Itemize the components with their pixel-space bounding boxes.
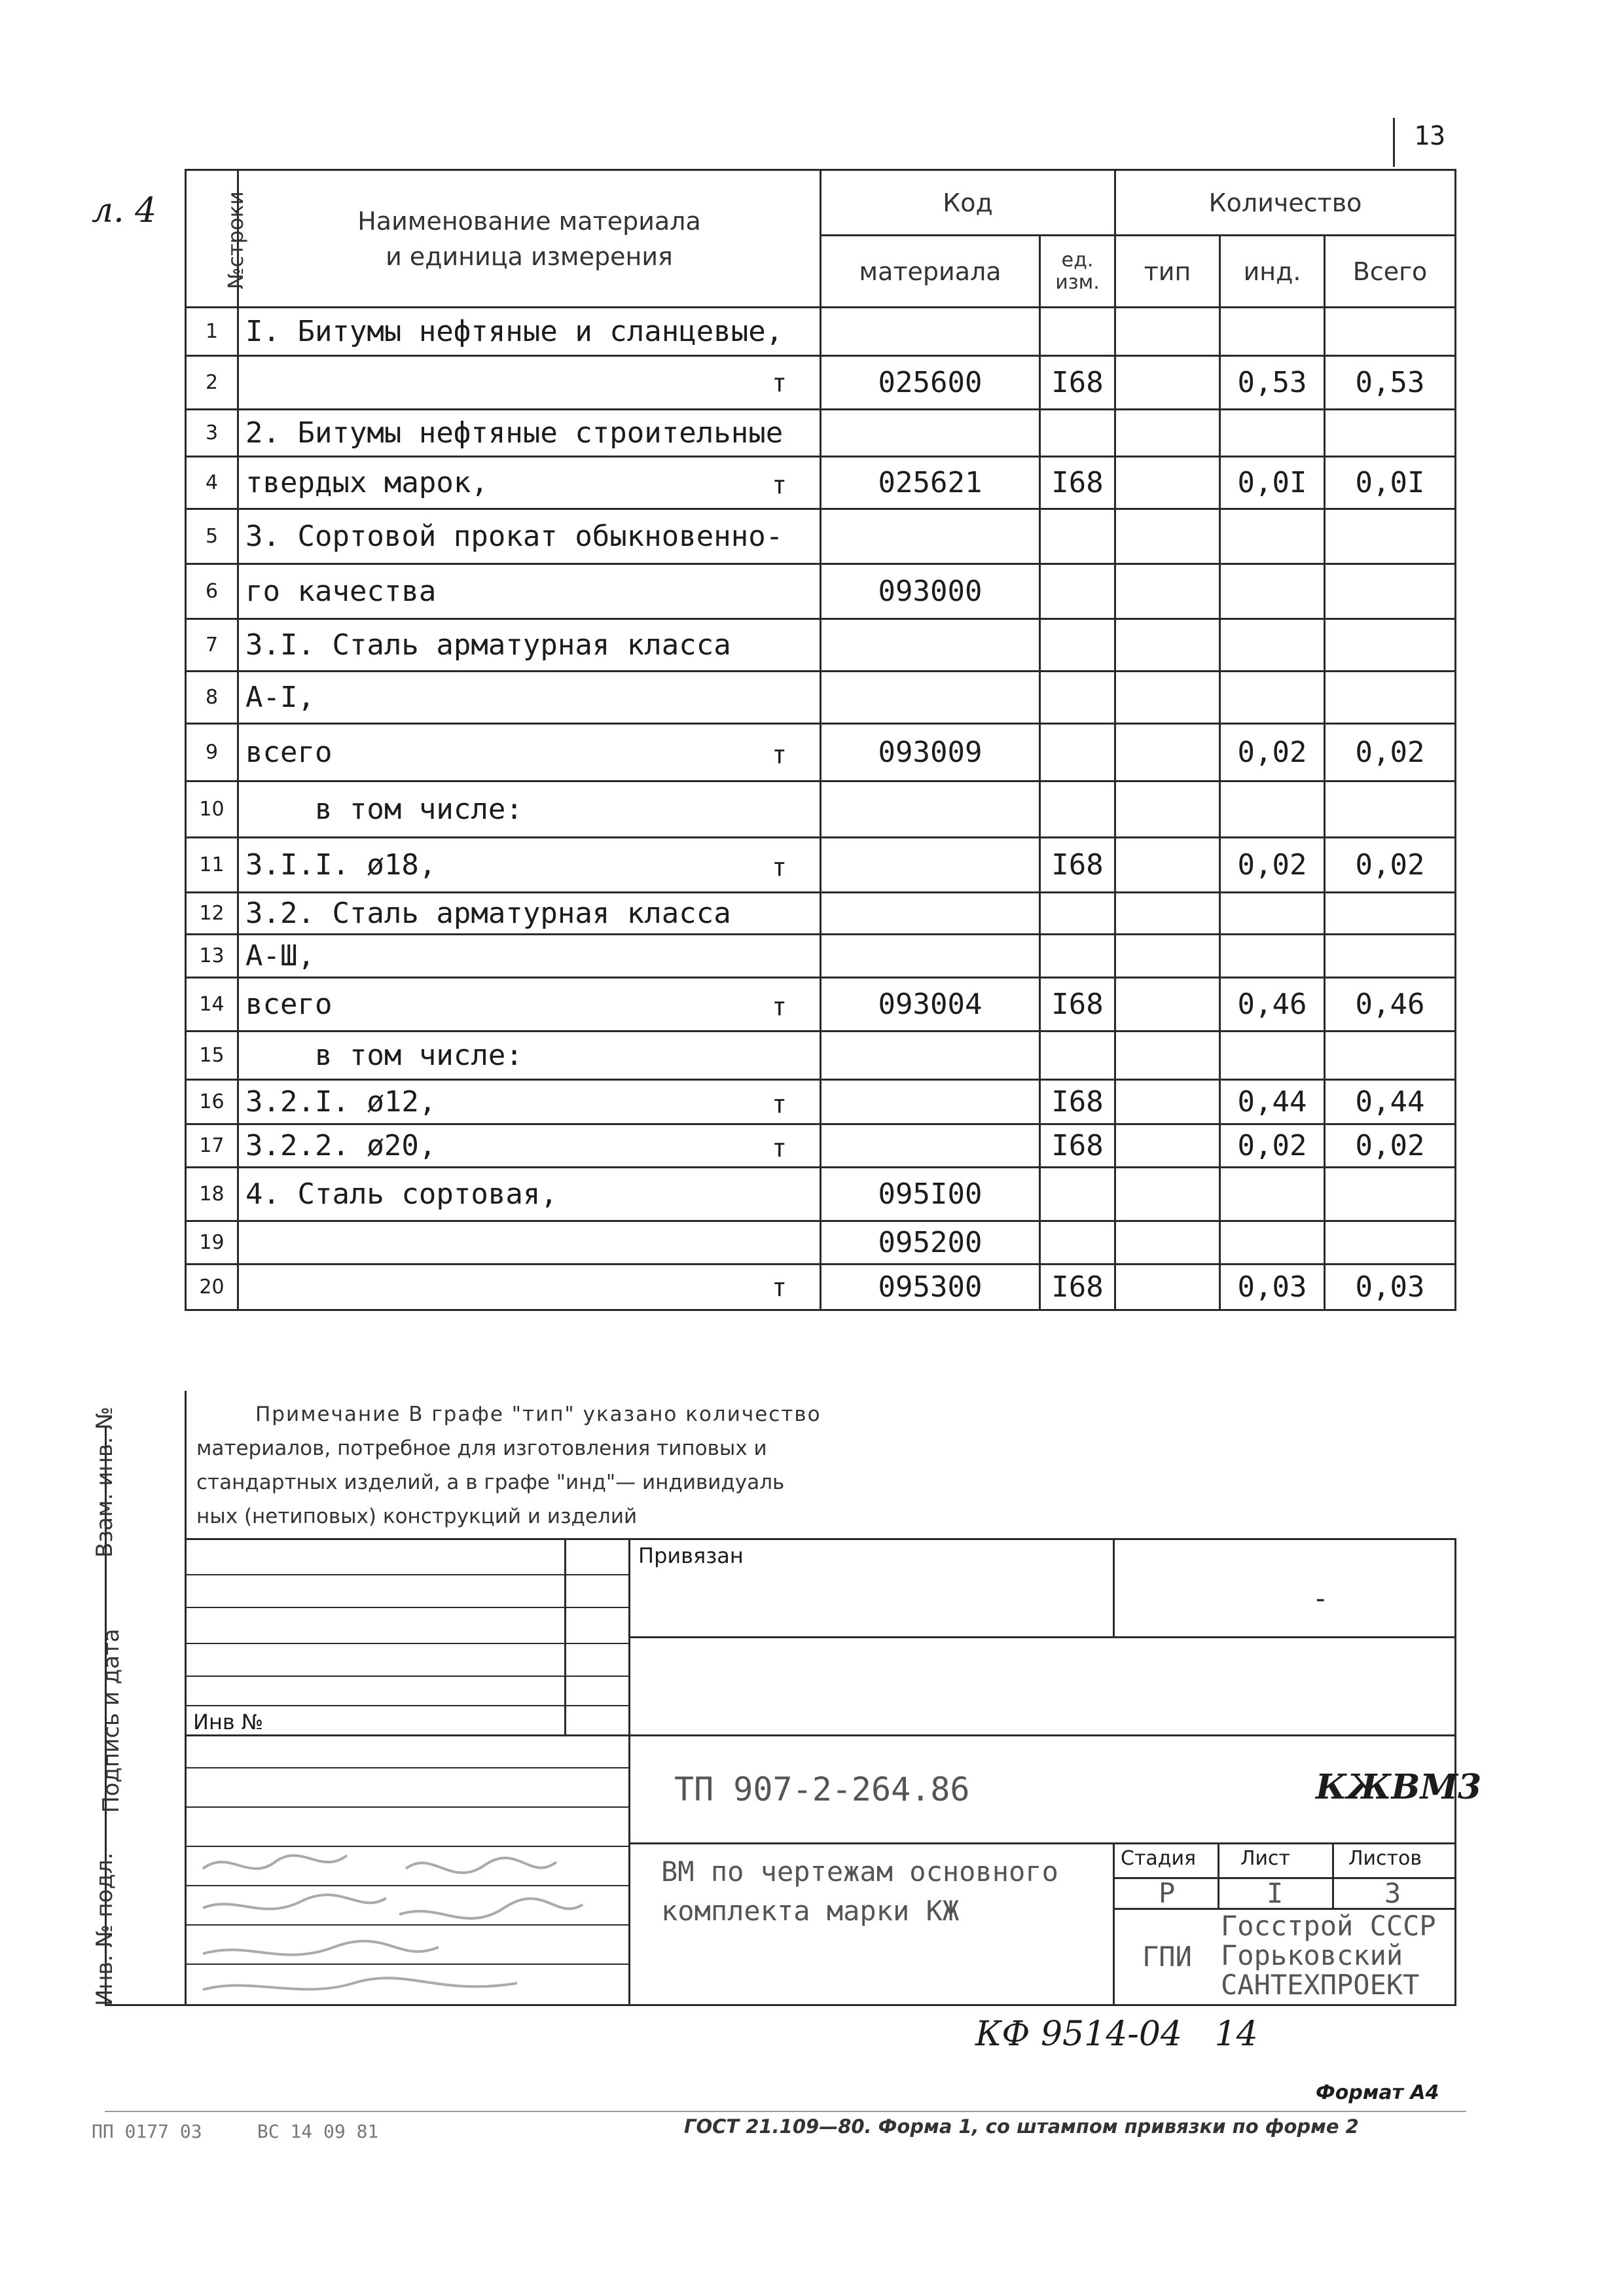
org-line-2: Горьковский [1221, 1939, 1403, 1971]
qty-total [1325, 1221, 1456, 1265]
material-name-cell [238, 1265, 821, 1310]
material-name-cell [238, 356, 821, 410]
table-row [186, 1124, 1456, 1168]
qty-type [1115, 893, 1220, 935]
note-line-1: Примечание В графе "тип" указано количество [255, 1403, 821, 1426]
qty-ind [1220, 672, 1325, 724]
header-material: материала [821, 236, 1040, 308]
table-row [186, 978, 1456, 1031]
unit-code [1040, 1168, 1115, 1221]
table-row [186, 356, 1456, 410]
unit-code [1040, 1031, 1115, 1080]
material-name-cell [238, 1168, 821, 1221]
header-ind: инд. [1220, 236, 1325, 308]
header-code: Код [821, 170, 1115, 236]
qty-ind: 0,03 [1220, 1265, 1325, 1310]
qty-ind: 0,46 [1220, 978, 1325, 1031]
table-row [186, 1031, 1456, 1080]
material-code [821, 1031, 1040, 1080]
page-number: 13 [1414, 121, 1446, 151]
qty-total [1325, 672, 1456, 724]
stage-value: Р [1159, 1877, 1176, 1909]
qty-total [1325, 781, 1456, 838]
qty-ind [1220, 1031, 1325, 1080]
row-number: 8 [186, 672, 238, 724]
qty-total: 0,02 [1325, 838, 1456, 893]
table-row [186, 308, 1456, 356]
table-row [186, 457, 1456, 509]
unit-code: I68 [1040, 1080, 1115, 1124]
table-row [186, 619, 1456, 672]
table-row [186, 509, 1456, 564]
unit-code: I68 [1040, 1265, 1115, 1310]
material-name: всего [245, 736, 333, 769]
unit-code [1040, 1221, 1115, 1265]
material-name-cell [238, 1221, 821, 1265]
sheets-label: Листов [1348, 1847, 1422, 1870]
unit-code [1040, 724, 1115, 781]
qty-type [1115, 410, 1220, 457]
row-number: 7 [186, 619, 238, 672]
row-number: 9 [186, 724, 238, 781]
privyazan-label: Привязан [638, 1543, 744, 1568]
inv-no-label: Инв № [193, 1710, 264, 1734]
qty-ind [1220, 1168, 1325, 1221]
row-number: 6 [186, 564, 238, 619]
footer-left-code: ПП 0177 03 ВС 14 09 81 [92, 2121, 379, 2142]
material-code [821, 893, 1040, 935]
row-number: 1 [186, 308, 238, 356]
material-name-cell [238, 781, 821, 838]
material-name-cell [238, 410, 821, 457]
qty-type [1115, 672, 1220, 724]
project-code: ТП 907-2-264.86 [674, 1770, 970, 1808]
material-code [821, 308, 1040, 356]
table-row [186, 1168, 1456, 1221]
unit-code: I68 [1040, 1124, 1115, 1168]
description-line-2: комплекта марки КЖ [661, 1895, 960, 1927]
row-number: 17 [186, 1124, 238, 1168]
header-name [238, 170, 821, 308]
material-code [821, 1080, 1040, 1124]
material-code [821, 838, 1040, 893]
material-name: в том числе: [245, 793, 523, 826]
material-name: 3.2.2. ø20, [245, 1129, 437, 1162]
sheet-mark: КЖВМ3 [1316, 1767, 1482, 1807]
side-label-podpis: Подпись и дата [98, 1628, 124, 1813]
qty-type [1115, 724, 1220, 781]
org-line-1: Госстрой СССР [1221, 1910, 1436, 1942]
qty-ind [1220, 781, 1325, 838]
note-line-4: ных (нетиповых) конструкций и изделий [196, 1505, 638, 1528]
material-code: 093000 [821, 564, 1040, 619]
material-code: 095300 [821, 1265, 1040, 1310]
table-row [186, 724, 1456, 781]
note-left-border [185, 1391, 187, 1561]
qty-total [1325, 308, 1456, 356]
qty-type [1115, 978, 1220, 1031]
unit-code [1040, 619, 1115, 672]
unit-mark: т [772, 992, 787, 1021]
sheet-value: I [1267, 1877, 1284, 1909]
material-name-cell [238, 724, 821, 781]
qty-ind [1220, 1221, 1325, 1265]
row-number: 2 [186, 356, 238, 410]
unit-mark: т [772, 1134, 787, 1162]
table-body [186, 308, 1456, 1310]
signatures-scribble [190, 1842, 596, 2013]
org-line-3: САНТЕХПРОЕКТ [1221, 1969, 1420, 2001]
material-name: А-Ш, [245, 939, 315, 973]
material-code [821, 935, 1040, 978]
qty-ind [1220, 893, 1325, 935]
note-line-2: материалов, потребное для изготовления типовых и [196, 1437, 767, 1460]
material-code [821, 410, 1040, 457]
qty-type [1115, 1168, 1220, 1221]
unit-code [1040, 893, 1115, 935]
material-name-cell [238, 308, 821, 356]
material-name: 3.I. Сталь арматурная класса [245, 628, 731, 662]
material-name: 3.I.I. ø18, [245, 848, 437, 882]
qty-type [1115, 1124, 1220, 1168]
row-number: 19 [186, 1221, 238, 1265]
qty-type [1115, 1265, 1220, 1310]
qty-total [1325, 1031, 1456, 1080]
material-name-cell [238, 935, 821, 978]
header-unit-line1: ед. [1061, 248, 1094, 272]
material-code: 095200 [821, 1221, 1040, 1265]
material-name: 3.2.I. ø12, [245, 1085, 437, 1119]
qty-ind: 0,02 [1220, 838, 1325, 893]
qty-ind: 0,44 [1220, 1080, 1325, 1124]
material-name: твердых марок, [245, 466, 488, 499]
material-code [821, 509, 1040, 564]
qty-type [1115, 509, 1220, 564]
qty-type [1115, 1221, 1220, 1265]
qty-ind [1220, 619, 1325, 672]
material-code [821, 672, 1040, 724]
material-name: 4. Сталь сортовая, [245, 1177, 558, 1211]
table-row [186, 672, 1456, 724]
material-code: 025600 [821, 356, 1040, 410]
row-number: 4 [186, 457, 238, 509]
material-name-cell [238, 564, 821, 619]
qty-type [1115, 457, 1220, 509]
unit-mark: т [772, 853, 787, 882]
qty-ind [1220, 410, 1325, 457]
header-name-line2: и единица измерения [386, 242, 673, 271]
qty-ind: 0,02 [1220, 1124, 1325, 1168]
qty-ind: 0,02 [1220, 724, 1325, 781]
note-line-3: стандартных изделий, а в графе "инд"— индивидуаль [196, 1471, 785, 1494]
unit-mark: т [772, 471, 787, 499]
material-code: 093004 [821, 978, 1040, 1031]
qty-type [1115, 619, 1220, 672]
qty-total [1325, 410, 1456, 457]
privyazan-dash: - [1316, 1584, 1326, 1614]
unit-code [1040, 672, 1115, 724]
table-row [186, 564, 1456, 619]
material-name-cell [238, 509, 821, 564]
qty-ind: 0,53 [1220, 356, 1325, 410]
row-number: 16 [186, 1080, 238, 1124]
qty-type [1115, 781, 1220, 838]
unit-mark: т [772, 1090, 787, 1119]
qty-ind: 0,0I [1220, 457, 1325, 509]
qty-type [1115, 356, 1220, 410]
table-row [186, 893, 1456, 935]
corner-mark: л. 4 [92, 191, 157, 230]
qty-total [1325, 509, 1456, 564]
side-label-inv-podl: Инв. № подл. [92, 1852, 118, 2006]
qty-total: 0,46 [1325, 978, 1456, 1031]
row-number: 11 [186, 838, 238, 893]
qty-total: 0,0I [1325, 457, 1456, 509]
material-code: 025621 [821, 457, 1040, 509]
unit-mark: т [772, 368, 787, 397]
qty-total: 0,02 [1325, 724, 1456, 781]
qty-type [1115, 1031, 1220, 1080]
footer-divider [105, 2111, 1466, 2112]
table-row [186, 838, 1456, 893]
table-row [186, 1080, 1456, 1124]
qty-type [1115, 1080, 1220, 1124]
material-name-cell [238, 978, 821, 1031]
row-number: 15 [186, 1031, 238, 1080]
unit-mark: т [772, 740, 787, 769]
row-number: 5 [186, 509, 238, 564]
qty-total [1325, 1168, 1456, 1221]
table-row [186, 1265, 1456, 1310]
material-name: 3.2. Сталь арматурная класса [245, 897, 731, 930]
unit-code [1040, 410, 1115, 457]
unit-code [1040, 935, 1115, 978]
header-unit [1040, 236, 1115, 308]
material-name: го качества [245, 575, 437, 608]
qty-total [1325, 935, 1456, 978]
material-name-cell [238, 672, 821, 724]
unit-code: I68 [1040, 838, 1115, 893]
qty-type [1115, 564, 1220, 619]
qty-ind [1220, 308, 1325, 356]
table-row [186, 1221, 1456, 1265]
material-name-cell [238, 1124, 821, 1168]
row-number: 3 [186, 410, 238, 457]
row-number: 13 [186, 935, 238, 978]
qty-total: 0,02 [1325, 1124, 1456, 1168]
header-row-number [186, 170, 248, 308]
header-quantity: Количество [1115, 170, 1456, 236]
material-name-cell [238, 457, 821, 509]
qty-ind [1220, 509, 1325, 564]
material-name: 2. Битумы нефтяные строительные [245, 416, 784, 450]
row-number: 18 [186, 1168, 238, 1221]
header-unit-line2: изм. [1055, 270, 1100, 294]
sheet-label: Лист [1240, 1847, 1291, 1870]
table-row [186, 935, 1456, 978]
material-name: А-I, [245, 681, 315, 714]
header-type: тип [1115, 236, 1220, 308]
material-code [821, 619, 1040, 672]
unit-code [1040, 781, 1115, 838]
material-code: 095I00 [821, 1168, 1040, 1221]
material-name-cell [238, 838, 821, 893]
qty-total: 0,53 [1325, 356, 1456, 410]
row-number: 20 [186, 1265, 238, 1310]
stage-label: Стадия [1121, 1847, 1197, 1870]
unit-code [1040, 509, 1115, 564]
header-row-number-label: №строки [223, 190, 248, 289]
unit-mark: т [772, 1272, 787, 1302]
org-code: ГПИ [1142, 1941, 1192, 1973]
header-name-line1: Наименование материала [357, 206, 701, 236]
material-code [821, 781, 1040, 838]
row-number: 12 [186, 893, 238, 935]
material-name: 3. Сортовой прокат обыкновенно- [245, 520, 784, 553]
material-name-cell [238, 1031, 821, 1080]
table-row [186, 781, 1456, 838]
row-number: 10 [186, 781, 238, 838]
qty-ind [1220, 935, 1325, 978]
row-number: 14 [186, 978, 238, 1031]
header-total: Всего [1325, 236, 1456, 308]
qty-total [1325, 564, 1456, 619]
side-label-vzam: Взам. инв. № [92, 1407, 118, 1558]
material-name: всего [245, 988, 333, 1021]
qty-type [1115, 838, 1220, 893]
gost-reference: ГОСТ 21.109—80. Форма 1, со штампом привязки по форме 2 [684, 2115, 1359, 2138]
material-name-cell [238, 893, 821, 935]
qty-ind [1220, 564, 1325, 619]
qty-total [1325, 619, 1456, 672]
material-name-cell [238, 1080, 821, 1124]
qty-total: 0,44 [1325, 1080, 1456, 1124]
description-line-1: ВМ по чертежам основного [661, 1856, 1058, 1888]
qty-total: 0,03 [1325, 1265, 1456, 1310]
handwritten-code: КФ 9514-04 14 [975, 2015, 1258, 2054]
material-code [821, 1124, 1040, 1168]
qty-total [1325, 893, 1456, 935]
material-name: I. Битумы нефтяные и сланцевые, [245, 315, 784, 348]
material-name-cell [238, 619, 821, 672]
material-code: 093009 [821, 724, 1040, 781]
format-label: Формат А4 [1316, 2081, 1439, 2104]
note-block [196, 1397, 821, 1534]
page-number-divider [1393, 118, 1395, 167]
qty-type [1115, 308, 1220, 356]
unit-code [1040, 308, 1115, 356]
table-row [186, 410, 1456, 457]
sheets-value: 3 [1384, 1877, 1401, 1909]
qty-type [1115, 935, 1220, 978]
materials-table [185, 169, 1456, 1311]
unit-code: I68 [1040, 356, 1115, 410]
unit-code: I68 [1040, 457, 1115, 509]
unit-code: I68 [1040, 978, 1115, 1031]
material-name: в том числе: [245, 1039, 523, 1072]
unit-code [1040, 564, 1115, 619]
